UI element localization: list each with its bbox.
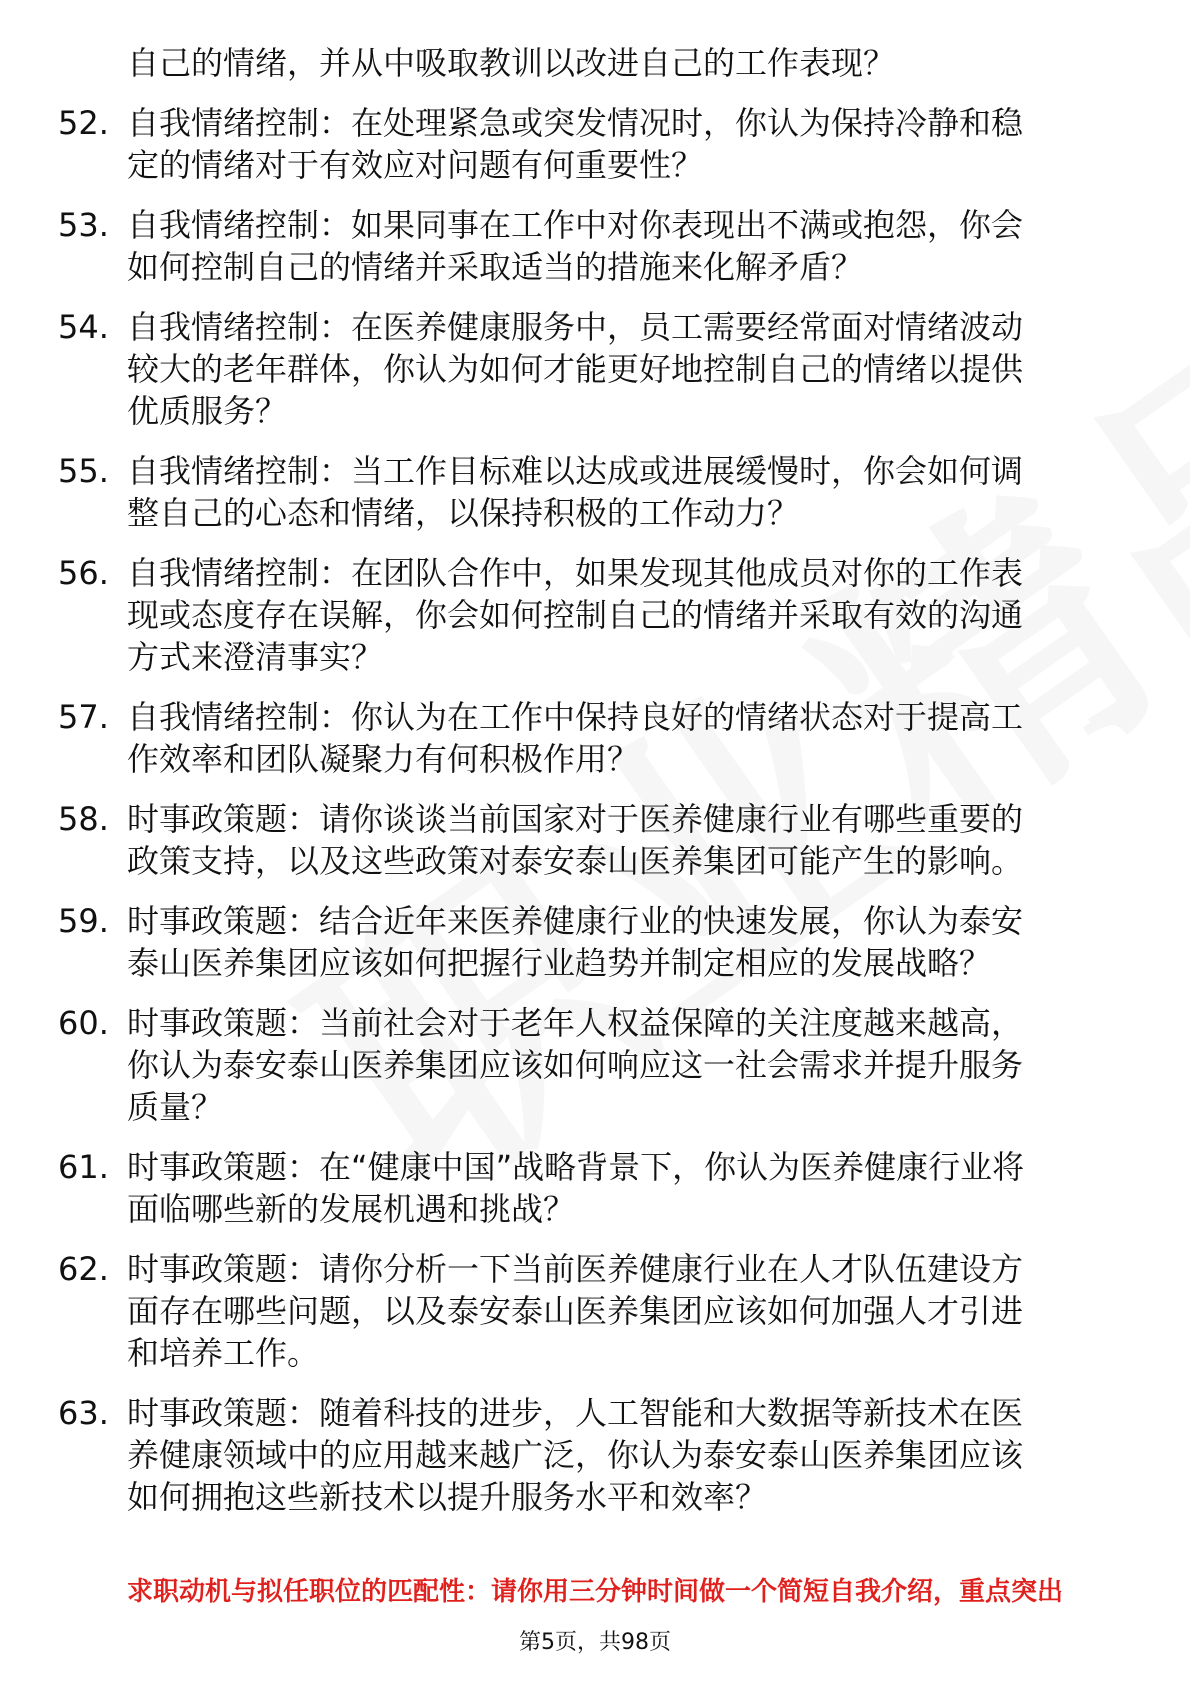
question-text bbox=[127, 798, 1127, 882]
question-text-line: 自我情绪控制：当工作目标难以达成或进展缓慢时，你会如何调 bbox=[127, 452, 1024, 490]
question-number: 57. bbox=[58, 698, 109, 736]
question-text-line: 较大的老年群体，你认为如何才能更好地控制自己的情绪以提供 bbox=[127, 350, 1024, 388]
question-text-line: 现或态度存在误解，你会如何控制自己的情绪并采取有效的沟通 bbox=[127, 596, 1024, 634]
question-item bbox=[0, 1392, 1190, 1518]
question-text-line: 作效率和团队凝聚力有何积极作用？ bbox=[127, 740, 640, 778]
question-text-line: 面临哪些新的发展机遇和挑战？ bbox=[127, 1190, 576, 1228]
question-text-line: 面存在哪些问题，以及泰安泰山医养集团应该如何加强人才引进 bbox=[127, 1292, 1024, 1330]
question-text-line: 定的情绪对于有效应对问题有何重要性？ bbox=[127, 146, 704, 184]
question-text-line: 如何控制自己的情绪并采取适当的措施来化解矛盾？ bbox=[127, 248, 864, 286]
question-item bbox=[0, 552, 1190, 678]
question-text bbox=[127, 696, 1127, 780]
question-item bbox=[0, 1248, 1190, 1374]
question-item bbox=[0, 450, 1190, 534]
question-number: 61. bbox=[58, 1148, 109, 1186]
question-number: 63. bbox=[58, 1394, 109, 1432]
question-text-line: 时事政策题：结合近年来医养健康行业的快速发展，你认为泰安 bbox=[127, 902, 1024, 940]
question-text bbox=[127, 1146, 1127, 1230]
question-text-line: 政策支持，以及这些政策对泰安泰山医养集团可能产生的影响。 bbox=[127, 842, 1024, 880]
question-text bbox=[127, 1392, 1127, 1518]
question-item bbox=[0, 900, 1190, 984]
question-text bbox=[127, 450, 1127, 534]
question-text-line: 时事政策题：请你谈谈当前国家对于医养健康行业有哪些重要的 bbox=[127, 800, 1024, 838]
question-text bbox=[127, 552, 1127, 678]
question-number: 59. bbox=[58, 902, 109, 940]
question-text-line: 方式来澄清事实？ bbox=[127, 638, 384, 676]
question-text bbox=[127, 306, 1127, 432]
question-text-line: 和培养工作。 bbox=[127, 1334, 320, 1372]
question-text-line: 自我情绪控制：如果同事在工作中对你表现出不满或抱怨，你会 bbox=[127, 206, 1024, 244]
question-text bbox=[127, 1248, 1127, 1374]
question-number: 62. bbox=[58, 1250, 109, 1288]
question-text-line: 自我情绪控制：你认为在工作中保持良好的情绪状态对于提高工 bbox=[127, 698, 1024, 736]
question-item bbox=[0, 1002, 1190, 1128]
question-number: 56. bbox=[58, 554, 109, 592]
question-text-line: 时事政策题：随着科技的进步，人工智能和大数据等新技术在医 bbox=[127, 1394, 1024, 1432]
question-text-line: 时事政策题：请你分析一下当前医养健康行业在人才队伍建设方 bbox=[127, 1250, 1024, 1288]
question-text bbox=[127, 900, 1127, 984]
next-question-preview: 求职动机与拟任职位的匹配性：请你用三分钟时间做一个简短自我介绍，重点突出 bbox=[126, 1577, 1063, 1607]
question-text-line: 时事政策题：在“健康中国”战略背景下，你认为医养健康行业将 bbox=[127, 1148, 1025, 1186]
question-item bbox=[0, 798, 1190, 882]
question-text-line: 时事政策题：当前社会对于老年人权益保障的关注度越来越高， bbox=[127, 1004, 1024, 1042]
question-text-line: 质量？ bbox=[127, 1088, 224, 1126]
question-text-line: 自我情绪控制：在处理紧急或突发情况时，你认为保持冷静和稳 bbox=[127, 104, 1024, 142]
question-item bbox=[0, 1146, 1190, 1230]
question-text bbox=[127, 1002, 1127, 1128]
question-list bbox=[0, 42, 1190, 1518]
question-number: 53. bbox=[58, 206, 109, 244]
question-text-line: 自我情绪控制：在团队合作中，如果发现其他成员对你的工作表 bbox=[127, 554, 1024, 592]
question-number: 55. bbox=[58, 452, 109, 490]
question-number: 60. bbox=[58, 1004, 109, 1042]
continued-question-text: 自己的情绪，并从中吸取教训以改进自己的工作表现？ bbox=[127, 44, 896, 82]
question-number: 52. bbox=[58, 104, 109, 142]
question-text-line: 泰山医养集团应该如何把握行业趋势并制定相应的发展战略？ bbox=[127, 944, 992, 982]
page-number: 第5页，共98页 bbox=[519, 1630, 671, 1655]
question-text bbox=[127, 204, 1127, 288]
question-text-line: 优质服务？ bbox=[127, 392, 288, 430]
question-item bbox=[0, 204, 1190, 288]
question-item bbox=[0, 306, 1190, 432]
question-text-line: 整自己的心态和情绪，以保持积极的工作动力？ bbox=[127, 494, 800, 532]
question-text bbox=[127, 102, 1127, 186]
question-item bbox=[0, 102, 1190, 186]
question-text-line: 自我情绪控制：在医养健康服务中，员工需要经常面对情绪波动 bbox=[127, 308, 1024, 346]
question-text-line: 如何拥抱这些新技术以提升服务水平和效率？ bbox=[127, 1478, 768, 1516]
question-number: 54. bbox=[58, 308, 109, 346]
question-text-line: 养健康领域中的应用越来越广泛，你认为泰安泰山医养集团应该 bbox=[127, 1436, 1024, 1474]
question-text-line: 你认为泰安泰山医养集团应该如何响应这一社会需求并提升服务 bbox=[127, 1046, 1024, 1084]
question-number: 58. bbox=[58, 800, 109, 838]
question-item bbox=[0, 696, 1190, 780]
